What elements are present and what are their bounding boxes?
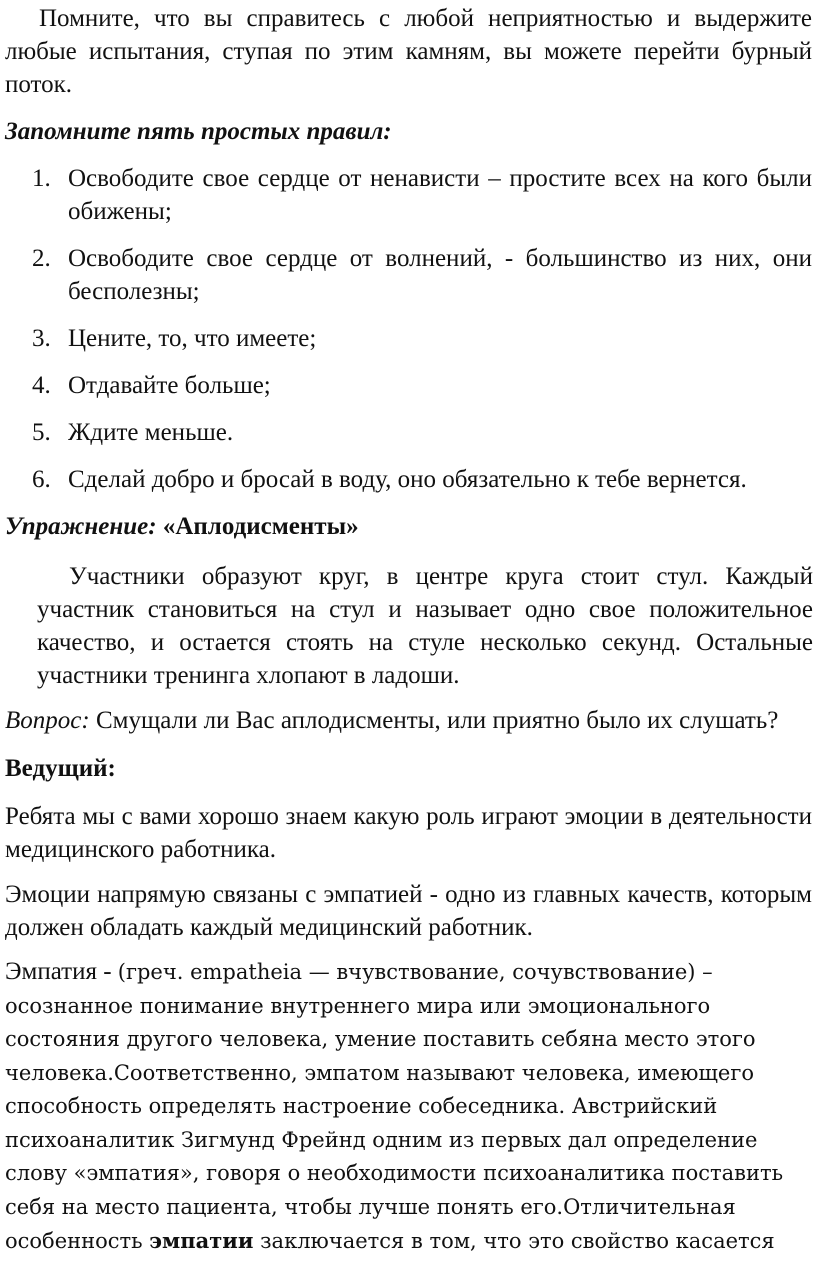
exercise-heading [5,510,812,543]
empathy-definition-start: (греч. empatheia — вчувствование, сочувствование) – осознанное понимание внутреннего мира или эмоционального состояния другого человека, умение поставить себяна место этого человека.Соответственно, эмпатом называют человека, имеющего способность определять настроение собеседника. Австрийский психоаналитик Зигмунд Фрейнд одним из первых дал определение слову «эмпатия», говоря о необходимости психоаналитика поставить себя на место пациента, чтобы лучше понять его.Отличительная особенность [5,960,784,1253]
empathy-definition-end: заключается в том, что это свойство касается [253,1229,775,1253]
question-text: Смущали ли Вас аплодисменты, или приятно было их слушать? [95,707,779,734]
rule-number: 5. [32,419,51,446]
rule-text: Отдавайте больше; [68,372,271,399]
rule-number: 1. [32,165,51,192]
rule-text: Сделай добро и бросай в воду, оно обязательно к тебе вернется. [68,466,747,493]
rule-text: Цените, то, что имеете; [68,325,317,352]
rule-text: Ждите меньше. [68,419,234,446]
rule-text: Освободите свое сердце от ненависти – простите всех на кого были обижены; [68,165,812,225]
exercise-description: Участники образуют круг, в центре круга стоит стул. Каждый участник становиться на стул и называет одно свое положительное качество, и остается стоять на стуле несколько секунд. Остальные участники тренинга хлопают в ладоши. [37,563,813,689]
host-paragraph-2: Эмоции напрямую связаны с эмпатией - одно из главных качеств, которым должен обладать каждый медицинский работник. [5,881,812,941]
question-label: Вопрос: [5,707,90,734]
rule-number: 4. [32,372,51,399]
question-paragraph [5,704,812,737]
rule-text: Освободите свое сердце от волнений, - большинство из них, они бесполезны; [68,245,812,305]
host-paragraph-1: Ребята мы с вами хорошо знаем какую роль играют эмоции в деятельности медицинского работника. [5,803,812,863]
rule-number: 6. [32,466,51,493]
empathy-bold-word: эмпатии [149,1228,254,1253]
intro-paragraph: Помните, что вы справитесь с любой неприятностью и выдержите любые испытания, ступая по этим камням, вы можете перейти бурный поток. [5,5,812,98]
exercise-title: «Аплодисменты» [162,513,359,540]
rules-heading: Запомните пять простых правил: [5,118,392,145]
exercise-label: Упражнение: [5,513,157,540]
rule-number: 3. [32,325,51,352]
empathy-term: Эмпатия - [5,958,118,985]
host-label: Ведущий: [5,755,116,782]
rule-number: 2. [32,245,51,272]
empathy-definition [5,955,795,1259]
